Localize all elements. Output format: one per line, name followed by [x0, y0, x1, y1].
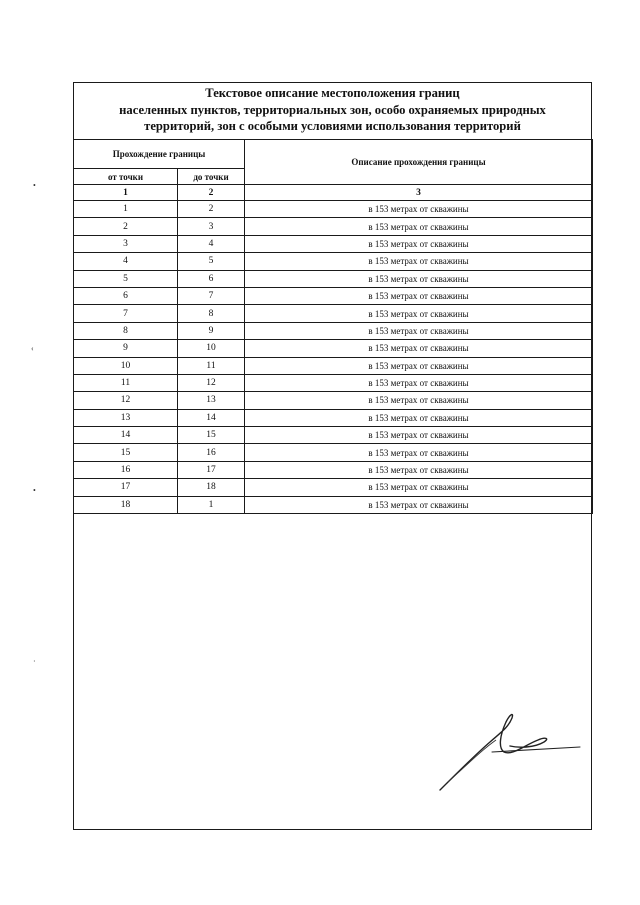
table-row	[74, 427, 593, 444]
title-line: территорий, зон с особыми условиями использования территорий	[144, 119, 521, 133]
scan-mark: •	[33, 181, 36, 190]
to-point-cell: 4	[178, 235, 245, 252]
from-point-cell: 1	[74, 201, 178, 218]
scan-mark: ·	[33, 657, 36, 666]
table-row	[74, 392, 593, 409]
table-row	[74, 340, 593, 357]
signature	[430, 700, 600, 800]
from-point-cell: 7	[74, 305, 178, 322]
table-row	[74, 287, 593, 304]
from-point-cell: 9	[74, 340, 178, 357]
description-cell: в 153 метрах от скважины	[245, 253, 593, 270]
table-row	[74, 409, 593, 426]
description-cell: в 153 метрах от скважины	[245, 357, 593, 374]
to-point-cell: 8	[178, 305, 245, 322]
from-point-cell: 4	[74, 253, 178, 270]
table-row	[74, 496, 593, 513]
from-point-cell: 14	[74, 427, 178, 444]
description-cell: в 153 метрах от скважины	[245, 340, 593, 357]
description-cell: в 153 метрах от скважины	[245, 322, 593, 339]
title-line: населенных пунктов, территориальных зон, особо охраняемых природных	[119, 102, 546, 117]
to-point-cell: 7	[178, 287, 245, 304]
description-cell: в 153 метрах от скважины	[245, 218, 593, 235]
to-point-cell: 16	[178, 444, 245, 461]
boundary-table	[73, 139, 593, 514]
to-point-cell: 17	[178, 461, 245, 478]
table-row	[74, 444, 593, 461]
description-cell: в 153 метрах от скважины	[245, 374, 593, 391]
column-index: 3	[245, 185, 593, 201]
description-cell: в 153 метрах от скважины	[245, 287, 593, 304]
from-point-cell: 18	[74, 496, 178, 513]
table-row	[74, 374, 593, 391]
to-point-cell: 12	[178, 374, 245, 391]
from-point-cell: 2	[74, 218, 178, 235]
table-row	[74, 235, 593, 252]
from-point-cell: 15	[74, 444, 178, 461]
description-cell: в 153 метрах от скважины	[245, 270, 593, 287]
from-point-cell: 5	[74, 270, 178, 287]
header-from-point: от точки	[74, 169, 178, 185]
table-row	[74, 253, 593, 270]
scan-mark: ‹	[31, 344, 34, 353]
from-point-cell: 6	[74, 287, 178, 304]
description-cell: в 153 метрах от скважины	[245, 235, 593, 252]
table-row	[74, 322, 593, 339]
from-point-cell: 17	[74, 479, 178, 496]
description-cell: в 153 метрах от скважины	[245, 392, 593, 409]
table-body	[74, 201, 593, 514]
table-row	[74, 201, 593, 218]
table-row	[74, 479, 593, 496]
table-row	[74, 461, 593, 478]
from-point-cell: 8	[74, 322, 178, 339]
description-cell: в 153 метрах от скважины	[245, 479, 593, 496]
column-index: 1	[74, 185, 178, 201]
description-cell: в 153 метрах от скважины	[245, 427, 593, 444]
to-point-cell: 3	[178, 218, 245, 235]
scan-mark: •	[33, 486, 36, 495]
header-description: Описание прохождения границы	[245, 140, 593, 185]
description-cell: в 153 метрах от скважины	[245, 305, 593, 322]
from-point-cell: 12	[74, 392, 178, 409]
table-row	[74, 305, 593, 322]
description-cell: в 153 метрах от скважины	[245, 444, 593, 461]
description-cell: в 153 метрах от скважины	[245, 409, 593, 426]
to-point-cell: 13	[178, 392, 245, 409]
to-point-cell: 11	[178, 357, 245, 374]
title-line: Текстовое описание местоположения границ	[205, 86, 460, 100]
to-point-cell: 9	[178, 322, 245, 339]
description-cell: в 153 метрах от скважины	[245, 496, 593, 513]
from-point-cell: 3	[74, 235, 178, 252]
column-index-row	[74, 185, 593, 201]
table-row	[74, 357, 593, 374]
table-row	[74, 218, 593, 235]
from-point-cell: 11	[74, 374, 178, 391]
from-point-cell: 16	[74, 461, 178, 478]
to-point-cell: 15	[178, 427, 245, 444]
column-index: 2	[178, 185, 245, 201]
to-point-cell: 10	[178, 340, 245, 357]
to-point-cell: 1	[178, 496, 245, 513]
header-to-point: до точки	[178, 169, 245, 185]
description-cell: в 153 метрах от скважины	[245, 461, 593, 478]
to-point-cell: 6	[178, 270, 245, 287]
to-point-cell: 2	[178, 201, 245, 218]
from-point-cell: 13	[74, 409, 178, 426]
from-point-cell: 10	[74, 357, 178, 374]
table-header-row	[74, 140, 593, 169]
to-point-cell: 18	[178, 479, 245, 496]
description-cell: в 153 метрах от скважины	[245, 201, 593, 218]
to-point-cell: 14	[178, 409, 245, 426]
table-row	[74, 270, 593, 287]
document-title	[74, 85, 591, 135]
to-point-cell: 5	[178, 253, 245, 270]
header-boundary-passage: Прохождение границы	[74, 140, 245, 169]
